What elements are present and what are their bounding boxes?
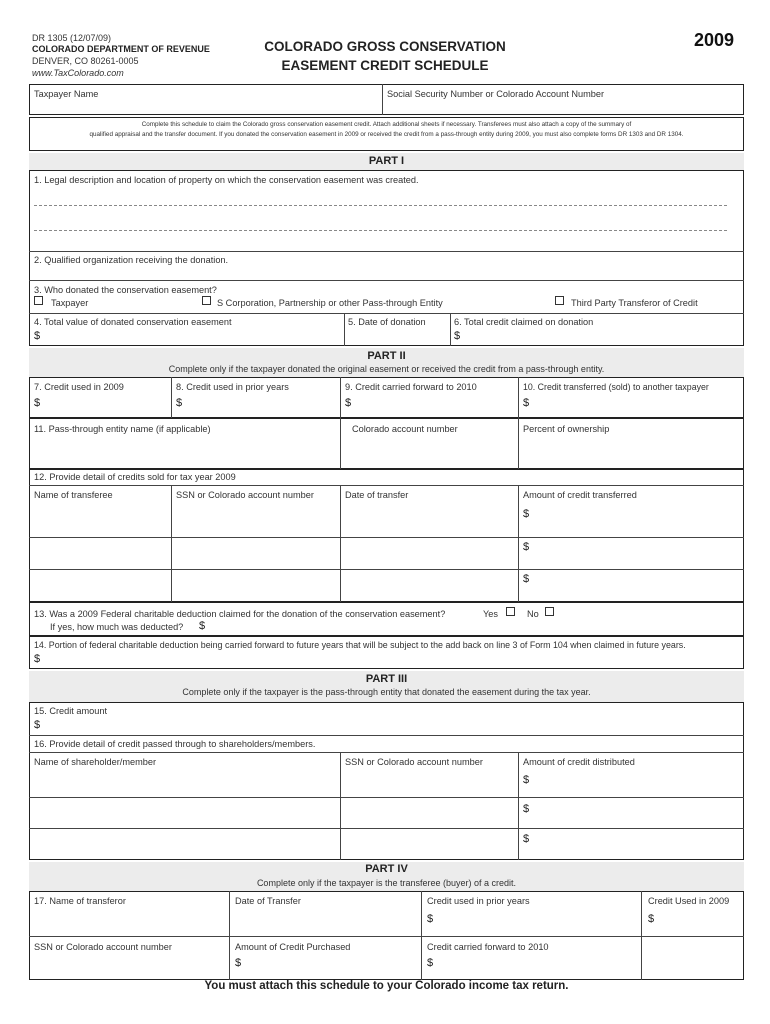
member-name-field[interactable] bbox=[30, 830, 338, 858]
q7-value-field[interactable] bbox=[44, 396, 168, 414]
col-prior-label: Credit used in prior years bbox=[427, 896, 530, 906]
transferee-ssn-field[interactable] bbox=[173, 505, 338, 535]
q2-label: 2. Qualified organization receiving the donation. bbox=[34, 255, 229, 265]
q13b-dollar: $ bbox=[199, 620, 206, 632]
divider bbox=[29, 485, 744, 486]
scorp-option-label: S Corporation, Partnership or other Pass-through Entity bbox=[217, 298, 443, 308]
divider bbox=[29, 251, 744, 252]
q14-label: 14. Portion of federal charitable deduction being carried forward to future years that will be subject to the add back on line 3 of Form 104 when claimed in future years. bbox=[34, 640, 686, 650]
part1-title: PART I bbox=[368, 155, 405, 167]
part2-subtitle: Complete only if the taxpayer donated the original easement or received the credit from a pass-through entity. bbox=[168, 364, 605, 374]
col-ssn-header: SSN or Colorado account number bbox=[176, 490, 314, 500]
ssn-label: Social Security Number or Colorado Account Number bbox=[387, 89, 605, 99]
divider bbox=[171, 377, 172, 418]
q14-dollar: $ bbox=[34, 653, 41, 665]
form-title-line2: EASEMENT CREDIT SCHEDULE bbox=[281, 58, 489, 73]
q7-label: 7. Credit used in 2009 bbox=[34, 382, 124, 392]
scorp-checkbox[interactable] bbox=[202, 296, 211, 305]
department-name: COLORADO DEPARTMENT OF REVENUE bbox=[32, 44, 210, 54]
tax-year: 2009 bbox=[694, 30, 735, 50]
used-2009-field[interactable] bbox=[658, 909, 742, 934]
divider bbox=[518, 485, 519, 602]
row1-dollar: $ bbox=[523, 508, 530, 520]
col-date-header: Date of transfer bbox=[345, 490, 409, 500]
website: www.TaxColorado.com bbox=[32, 68, 124, 78]
member-ssn-field[interactable] bbox=[342, 799, 516, 826]
member-ssn-field[interactable] bbox=[342, 830, 516, 858]
carry-forward-dollar: $ bbox=[427, 957, 434, 969]
divider bbox=[518, 752, 519, 860]
member-row1-dollar: $ bbox=[523, 774, 530, 786]
divider bbox=[450, 313, 451, 346]
prior-years-field[interactable] bbox=[437, 909, 639, 934]
divider bbox=[518, 418, 519, 469]
divider bbox=[340, 418, 341, 469]
transfer-date-field[interactable] bbox=[342, 539, 516, 567]
part3-title: PART III bbox=[365, 673, 408, 685]
transfer-amount-field[interactable] bbox=[533, 539, 741, 567]
q13-no-checkbox[interactable] bbox=[545, 607, 554, 616]
q10-value-field[interactable] bbox=[533, 396, 741, 414]
member-name-field[interactable] bbox=[30, 770, 338, 795]
taxpayer-name-field[interactable] bbox=[30, 101, 380, 114]
purchased-amount-field[interactable] bbox=[245, 955, 419, 978]
member-amount-field[interactable] bbox=[533, 830, 741, 858]
divider bbox=[340, 377, 341, 418]
divider bbox=[421, 891, 422, 980]
q11-entity-field[interactable] bbox=[30, 437, 338, 467]
divider bbox=[382, 84, 383, 115]
instructions-line1: Complete this schedule to claim the Colorado gross conservation easement credit. Attach additional sheets if necessary. Transferees must also attach a copy of the summary of bbox=[141, 121, 632, 128]
transferee-ssn-field[interactable] bbox=[173, 571, 338, 600]
transferee-name-field[interactable] bbox=[30, 505, 169, 535]
transfer-amount-field[interactable] bbox=[533, 571, 741, 600]
taxpayer-checkbox[interactable] bbox=[34, 296, 43, 305]
member-amount-field[interactable] bbox=[533, 799, 741, 826]
taxpayer-name-label: Taxpayer Name bbox=[34, 89, 99, 99]
divider bbox=[518, 377, 519, 418]
q13b-label: If yes, how much was deducted? bbox=[50, 622, 184, 632]
col-purchased-label: Amount of Credit Purchased bbox=[235, 942, 351, 952]
q17-label: 17. Name of transferor bbox=[34, 896, 126, 906]
transferee-name-field[interactable] bbox=[30, 539, 169, 567]
transferee-ssn-field[interactable] bbox=[173, 539, 338, 567]
member-row2-dollar: $ bbox=[523, 803, 530, 815]
col-member-header: Name of shareholder/member bbox=[34, 757, 157, 767]
ssn-field[interactable] bbox=[384, 101, 742, 114]
col-transferee-header: Name of transferee bbox=[34, 490, 113, 500]
divider bbox=[29, 569, 744, 570]
member-name-field[interactable] bbox=[30, 799, 338, 826]
divider bbox=[29, 752, 744, 753]
row3-dollar: $ bbox=[523, 573, 530, 585]
transferee-name-field[interactable] bbox=[30, 571, 169, 600]
q10-dollar: $ bbox=[523, 397, 530, 409]
third-party-checkbox[interactable] bbox=[555, 296, 564, 305]
q11-account-field[interactable] bbox=[342, 437, 516, 467]
divider bbox=[29, 936, 744, 937]
part3-subtitle: Complete only if the taxpayer is the pass-through entity that donated the easement during the tax year. bbox=[182, 687, 591, 697]
q8-label: 8. Credit used in prior years bbox=[176, 382, 289, 392]
q1-line1[interactable] bbox=[34, 205, 727, 206]
member-ssn-field[interactable] bbox=[342, 770, 516, 795]
q4-value-field[interactable] bbox=[44, 329, 340, 344]
divider bbox=[171, 485, 172, 602]
part2-title: PART II bbox=[367, 350, 406, 362]
divider bbox=[229, 891, 230, 980]
q11-ownership-field[interactable] bbox=[520, 437, 742, 467]
q8-value-field[interactable] bbox=[186, 396, 336, 414]
q13-no-label: No bbox=[527, 609, 539, 619]
q13b-amount-field[interactable] bbox=[210, 620, 410, 634]
divider bbox=[29, 313, 744, 314]
q8-dollar: $ bbox=[176, 397, 183, 409]
q11-label: 11. Pass-through entity name (if applicable) bbox=[34, 424, 211, 434]
used-2009-dollar: $ bbox=[648, 913, 655, 925]
q12-label: 12. Provide detail of credits sold for tax year 2009 bbox=[34, 472, 236, 482]
prior-dollar: $ bbox=[427, 913, 434, 925]
department-address: DENVER, CO 80261-0005 bbox=[32, 56, 139, 66]
q15-amount-field[interactable] bbox=[44, 718, 344, 733]
q13-yes-label: Yes bbox=[483, 609, 498, 619]
part4-title: PART IV bbox=[365, 863, 408, 875]
transferor-name-field[interactable] bbox=[30, 909, 227, 934]
part4-subtitle: Complete only if the taxpayer is the transferee (buyer) of a credit. bbox=[256, 878, 517, 888]
transfer-date-field[interactable] bbox=[342, 505, 516, 535]
q16-label: 16. Provide detail of credit passed through to shareholders/members. bbox=[34, 739, 316, 749]
q6-dollar: $ bbox=[454, 330, 461, 342]
q9-value-field[interactable] bbox=[355, 396, 515, 414]
row2-dollar: $ bbox=[523, 541, 530, 553]
q9-dollar: $ bbox=[345, 397, 352, 409]
q13-yes-checkbox[interactable] bbox=[506, 607, 515, 616]
q15-label: 15. Credit amount bbox=[34, 706, 108, 716]
q10-label: 10. Credit transferred (sold) to another taxpayer bbox=[523, 382, 709, 392]
transfer-date-field[interactable] bbox=[342, 571, 516, 600]
instructions-line2: qualified appraisal and the transfer document. If you donated the conservation easement in 2009 or received the credit from a pass-through entity during 2009, you must also complete forms DR 1303 and DR 1304. bbox=[89, 131, 684, 138]
q5-date-field[interactable] bbox=[346, 329, 448, 344]
transferor-ssn-field[interactable] bbox=[30, 955, 227, 978]
q14-amount-field[interactable] bbox=[44, 652, 344, 667]
divider bbox=[29, 537, 744, 538]
form-title-line1: COLORADO GROSS CONSERVATION bbox=[264, 39, 506, 54]
q11-account-label: Colorado account number bbox=[352, 424, 458, 434]
col-distributed-header: Amount of credit distributed bbox=[523, 757, 635, 767]
q4-label: 4. Total value of donated conservation easement bbox=[34, 317, 232, 327]
divider bbox=[340, 752, 341, 860]
divider bbox=[29, 735, 744, 736]
q6-label: 6. Total credit claimed on donation bbox=[454, 317, 594, 327]
transfer-amount-field[interactable] bbox=[533, 505, 741, 535]
divider bbox=[344, 313, 345, 346]
divider bbox=[641, 891, 642, 980]
attach-notice: You must attach this schedule to your Colorado income tax return. bbox=[204, 980, 569, 992]
divider bbox=[29, 828, 744, 829]
member-row3-dollar: $ bbox=[523, 833, 530, 845]
taxpayer-option-label: Taxpayer bbox=[51, 298, 89, 308]
q13-label: 13. Was a 2009 Federal charitable deduction claimed for the donation of the conservation easement? bbox=[34, 609, 446, 619]
form-number: DR 1305 (12/07/09) bbox=[32, 33, 112, 43]
q7-dollar: $ bbox=[34, 397, 41, 409]
carry-forward-field[interactable] bbox=[437, 955, 639, 978]
divider bbox=[29, 280, 744, 281]
divider bbox=[29, 797, 744, 798]
q11-ownership-label: Percent of ownership bbox=[523, 424, 610, 434]
q4-dollar: $ bbox=[34, 330, 41, 342]
q15-dollar: $ bbox=[34, 719, 41, 731]
col-amount-header: Amount of credit transferred bbox=[523, 490, 637, 500]
q9-label: 9. Credit carried forward to 2010 bbox=[345, 382, 477, 392]
q1-line2[interactable] bbox=[34, 230, 727, 231]
q5-label: 5. Date of donation bbox=[348, 317, 426, 327]
q3-label: 3. Who donated the conservation easement? bbox=[34, 285, 217, 295]
divider bbox=[340, 485, 341, 602]
q6-value-field[interactable] bbox=[465, 329, 741, 344]
col-member-ssn-header: SSN or Colorado account number bbox=[345, 757, 483, 767]
purchased-dollar: $ bbox=[235, 957, 242, 969]
col-transferor-ssn-label: SSN or Colorado account number bbox=[34, 942, 172, 952]
col-transfer-date-label: Date of Transfer bbox=[235, 896, 301, 906]
col-carry-forward-label: Credit carried forward to 2010 bbox=[427, 942, 549, 952]
third-party-option-label: Third Party Transferor of Credit bbox=[571, 298, 698, 308]
q1-label: 1. Legal description and location of property on which the conservation easement was created. bbox=[34, 175, 419, 185]
member-amount-field[interactable] bbox=[533, 770, 741, 795]
transfer-date-field[interactable] bbox=[231, 909, 419, 934]
col-used-2009-label: Credit Used in 2009 bbox=[648, 896, 730, 906]
